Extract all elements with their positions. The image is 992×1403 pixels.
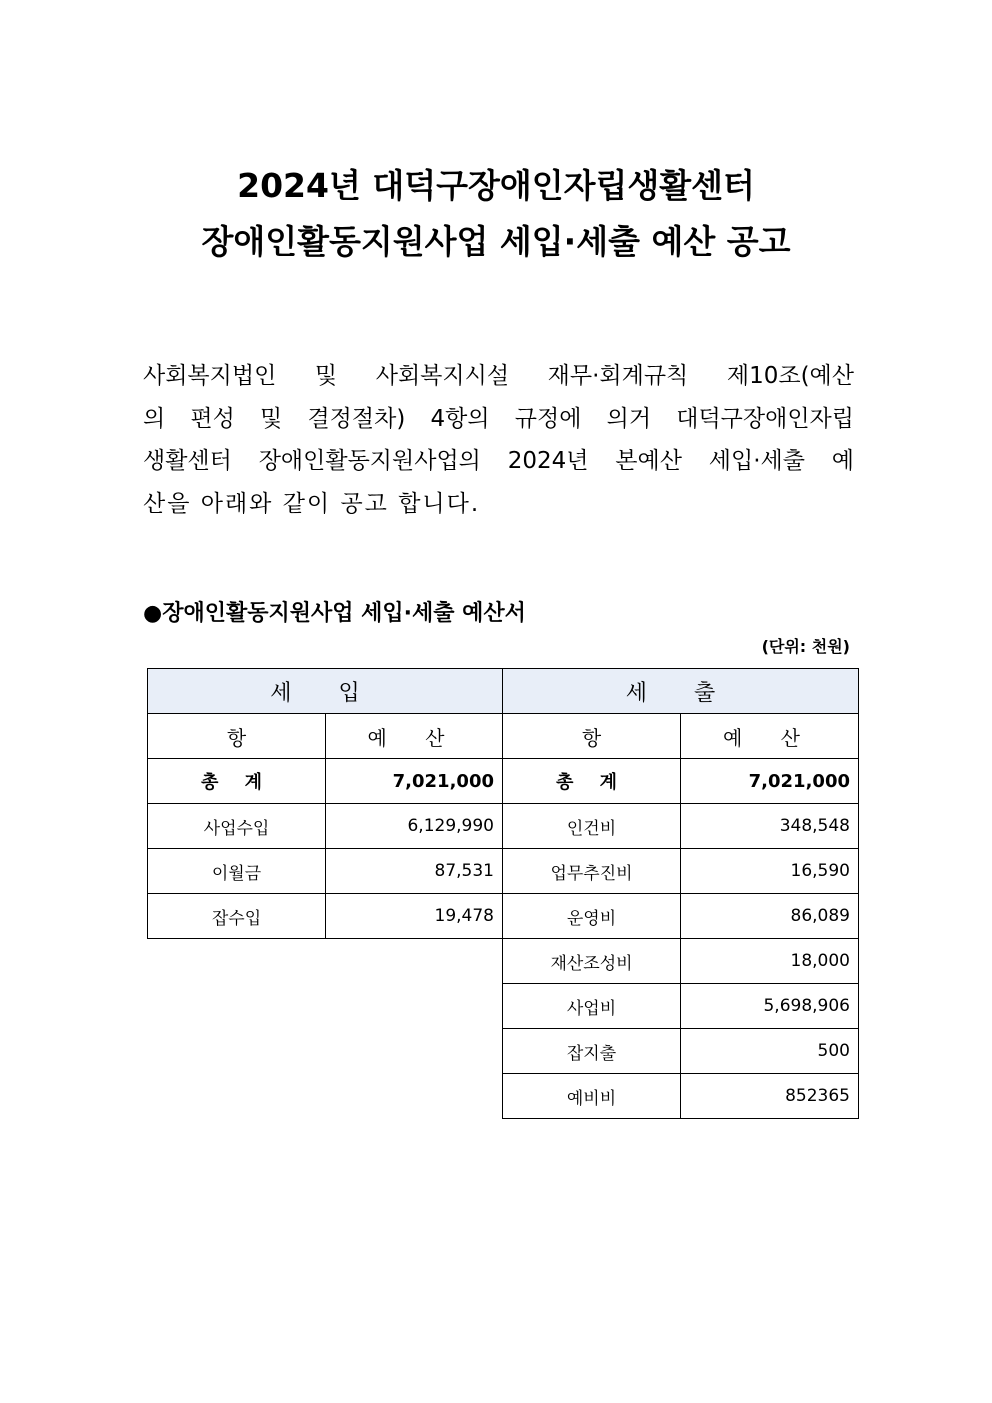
empty-cell [148, 1074, 503, 1119]
table-row [148, 804, 859, 849]
expense-value: 5,698,906 [681, 984, 859, 1029]
revenue-total-value: 7,021,000 [326, 759, 503, 804]
expense-item: 운영비 [503, 894, 681, 939]
expense-value: 16,590 [681, 849, 859, 894]
paragraph-line: 사회복지법인 및 사회복지시설 재무·회계규칙 제10조(예산 [143, 363, 854, 389]
expense-header: 세 출 [503, 669, 859, 714]
table-row [148, 1029, 859, 1074]
table-subheader-row [148, 714, 859, 759]
empty-cell [148, 984, 503, 1029]
paragraph-line: 의 편성 및 결정절차) 4항의 규정에 의거 대덕구장애인자립 [143, 405, 854, 432]
revenue-value: 19,478 [326, 894, 503, 939]
revenue-item-column-header: 항 [148, 714, 326, 759]
expense-value: 86,089 [681, 894, 859, 939]
expense-total-label: 총 계 [503, 759, 681, 804]
revenue-item: 사업수입 [148, 804, 326, 849]
paragraph-line: 생활센터 장애인활동지원사업의 2024년 본예산 세입·세출 예 [143, 448, 854, 474]
table-row [148, 1074, 859, 1119]
table-row [148, 984, 859, 1029]
revenue-value: 6,129,990 [326, 804, 503, 849]
revenue-budget-column-header: 예 산 [326, 714, 503, 759]
expense-item: 재산조성비 [503, 939, 681, 984]
table-total-row [148, 759, 859, 804]
revenue-total-label: 총 계 [148, 759, 326, 804]
expense-item: 업무추진비 [503, 849, 681, 894]
table-row [148, 849, 859, 894]
expense-value: 500 [681, 1029, 859, 1074]
expense-item: 인건비 [503, 804, 681, 849]
table-row [148, 894, 859, 939]
revenue-value: 87,531 [326, 849, 503, 894]
expense-value: 348,548 [681, 804, 859, 849]
expense-item: 사업비 [503, 984, 681, 1029]
expense-item-column-header: 항 [503, 714, 681, 759]
revenue-header: 세 입 [148, 669, 503, 714]
revenue-item: 이월금 [148, 849, 326, 894]
expense-item: 잡지출 [503, 1029, 681, 1074]
expense-value: 18,000 [681, 939, 859, 984]
section-title: ●장애인활동지원사업 세입·세출 예산서 [143, 601, 526, 626]
empty-cell [148, 1029, 503, 1074]
empty-cell [148, 939, 503, 984]
budget-table [147, 668, 859, 1119]
expense-item: 예비비 [503, 1074, 681, 1119]
page-title-line-2: 장애인활동지원사업 세입·세출 예산 공고 [201, 222, 791, 261]
unit-label: (단위: 천원) [761, 637, 850, 656]
expense-budget-column-header: 예 산 [681, 714, 859, 759]
table-row [148, 939, 859, 984]
expense-total-value: 7,021,000 [681, 759, 859, 804]
notice-paragraph [143, 355, 854, 525]
table-header-row [148, 669, 859, 714]
revenue-item: 잡수입 [148, 894, 326, 939]
expense-value: 852365 [681, 1074, 859, 1119]
paragraph-line: 산을 아래와 같이 공고 합니다. [143, 490, 481, 517]
page-title-line-1: 2024년 대덕구장애인자립생활센터 [237, 166, 755, 205]
